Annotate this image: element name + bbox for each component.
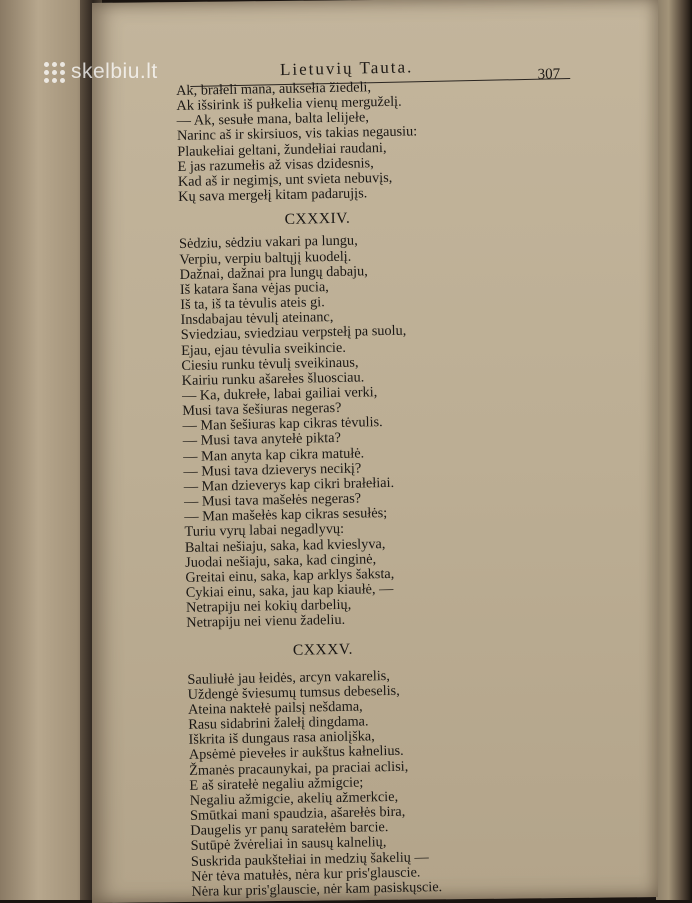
poem-line: Apsėmė pievełes ir aukštus kałnelius. bbox=[188, 743, 404, 764]
poem-line: Iš katara šana vėjas pucia, bbox=[179, 278, 329, 298]
poem-line: Ak išsirink iš pułkelia vienų merguželį. bbox=[176, 93, 402, 115]
poem-line: Kad aš ir negimįs, unt svieta nebuvįs, bbox=[177, 169, 393, 190]
poem-stanza-a bbox=[176, 76, 618, 206]
section-heading: CXXXV. bbox=[292, 641, 354, 660]
poem-line: Sėdziu, sėdziu vakari pa lungu, bbox=[178, 232, 358, 253]
poem-line: Netrapiju nei vienu žadeliu. bbox=[186, 612, 346, 632]
poem-line: Ejau, ejau tėvulia sveikincie. bbox=[180, 339, 346, 359]
poem-line: E jas razumełis až visas dzidesnis, bbox=[177, 155, 374, 175]
poem-line: — Man šešiuras kap cikras tėvulis. bbox=[182, 414, 383, 435]
poem-line: Uždengė šviesumų tumsus debeselis, bbox=[187, 682, 400, 703]
page-number: 307 bbox=[537, 66, 561, 83]
poem-line: Rasu sidabrini žalełį dingdama. bbox=[188, 713, 369, 733]
poem-line: Iškrita iš dungaus rasa aniolįška, bbox=[188, 728, 375, 749]
poem-line: Juodai nešiaju, saka, kad cinginė, bbox=[185, 550, 377, 571]
poem-line: Musi tava šešiuras negeras? bbox=[182, 400, 342, 420]
poem-cxxxiv bbox=[179, 229, 626, 631]
poem-line: Žmanės pracaunykai, pa praciai aclisi, bbox=[189, 758, 409, 779]
poem-line: Dažnai, dažnai pra lungų dabaju, bbox=[179, 263, 368, 283]
poem-line: Insdabajau tėvulį ateinanc, bbox=[180, 309, 334, 329]
poem-line: Kų sava mergełį kitam padarujįs. bbox=[178, 185, 368, 206]
poem-line: Narinc aš ir skirsiuos, vis takias negausiu: bbox=[176, 123, 418, 145]
poem-line: — Ak, sesułe mana, balta lelijełe, bbox=[176, 109, 369, 130]
watermark bbox=[44, 60, 158, 84]
poem-line: Ateina naktełė pailsį nešdama, bbox=[187, 698, 363, 718]
poem-line: Nėr tėva matułės, nėra kur pris'glauscie. bbox=[191, 864, 421, 885]
poem-line: Suskrida paukštełiai in medzių šakelių — bbox=[190, 848, 429, 870]
poem-line: — Musi tava anytełė pikta? bbox=[182, 430, 342, 450]
poem-line: Ciesiu runku tėvulį sveikinaus, bbox=[181, 354, 359, 374]
poem-line: Kairiu runku ašarełes šluosciau. bbox=[181, 369, 365, 389]
poem-line: Greitai einu, saka, kap arklys šaksta, bbox=[185, 565, 395, 586]
poem-text bbox=[176, 76, 632, 900]
poem-line: Plaukełiai geltani, žundełiai raudani, bbox=[177, 139, 387, 160]
watermark-text: skelbiu.lt bbox=[71, 60, 158, 83]
poem-line: — Musi tava mašełės negeras? bbox=[183, 490, 362, 510]
poem-line: Cykiai einu, saka, jau kap kiaułė, — bbox=[185, 580, 394, 601]
poem-line: E aš siratełė negaliu ažmigcie; bbox=[189, 774, 364, 794]
poem-line: — Man dzieverys kap cikri brałełiai. bbox=[183, 474, 395, 495]
running-title: Lietuvių Tauta. bbox=[279, 57, 414, 80]
section-heading: CXXXIV. bbox=[284, 209, 351, 229]
poem-line: — Musi tava dzieverys necikį? bbox=[183, 460, 362, 480]
poem-line: — Man mašełės kap cikras sesułės; bbox=[184, 505, 388, 526]
poem-cxxxv bbox=[187, 664, 631, 900]
poem-line: Verpiu, verpiu baltųjį kuodelį. bbox=[179, 248, 352, 268]
poem-line: — Man anyta kap cikra matułė. bbox=[182, 445, 365, 465]
poem-line: Smūtkai mani spaudzia, ašarełės bira, bbox=[189, 803, 406, 824]
poem-line: Ak, brałeli mana, auksełia žiedeli, bbox=[175, 79, 372, 99]
poem-line: Sauliułė jau łeidės, arcyn vakarelis, bbox=[187, 667, 391, 688]
poem-line: Iš ta, iš ta tėvulis ateis gi. bbox=[180, 294, 325, 313]
poem-line: Sviedziau, sviedziau verpstełį pa suolu, bbox=[180, 322, 407, 344]
poem-line: Daugelis yr panų saratełėm barcie. bbox=[190, 819, 389, 840]
poem-line: Sutūpė žvėreliai in sausų kalnelių, bbox=[190, 834, 387, 855]
poem-line: Negaliu ažmigcie, akelių ažmerkcie, bbox=[189, 788, 399, 809]
watermark-logo-icon bbox=[44, 62, 65, 83]
poem-line: Nėra kur pris'glauscie, nėr kam pasiskųscie. bbox=[191, 878, 443, 900]
poem-line: Netrapiju nei kokių darbelių, bbox=[185, 596, 352, 617]
poem-line: Baltai nešiaju, saka, kad kvieslyva, bbox=[184, 535, 386, 556]
poem-line: Turiu vyrų labai negadlyvų: bbox=[184, 521, 345, 541]
poem-line: — Ka, dukrełe, labai gailiai verki, bbox=[181, 384, 378, 404]
right-page-edge bbox=[656, 0, 692, 900]
